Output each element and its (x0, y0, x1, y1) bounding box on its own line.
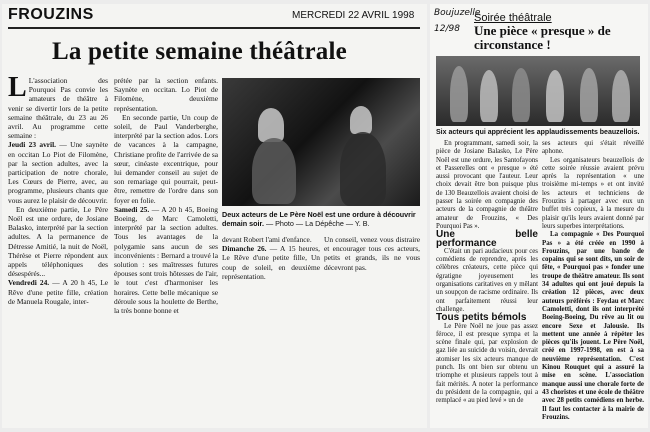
actor-2 (480, 70, 498, 122)
b-column-2-text: ses acteurs qui s'était réveillé aphone. (542, 140, 644, 156)
b-organisateurs-text: Les organisateurs beauzellois de cette soirée réussie avaient prévu après la représentation « une troisième mi-temps » et ont invité les acteurs et techniciens de Frouzins à partager avec eux un buffet très copieux, à la mesure du plaisir qu'ils leurs avaient donné par leurs superbes interprétations. (542, 156, 644, 230)
b-intro-text: En programmant, samedi soir, la pièce de Josiane Balasko, Le Père Noël est une ordure, les Santofayons et Passerelles ont « presque » été aussi provocant que l'auteur. Leur choix devait être bon puisque plus de 130 Beauzellois avaient choisi de passer la soirée en compagnie des acteurs de la compagnie de théâtre amateur de Frouzins, « Des Pourquoi Pas ». (436, 140, 538, 230)
actor-4 (546, 70, 564, 122)
six-actors-photo (436, 56, 640, 126)
actor-figure-2-body (340, 132, 386, 206)
jeudi-text: — Une saynète en occitan Lo Piot de Filomène, par la section adultes, avec la participation de notre chorale, Les Cœurs de Pierre, avec, au programme, plusieurs chants que vous aurez le plaisir de découvrir. (8, 140, 108, 205)
samedi-heading: Samedi 25. (114, 204, 150, 214)
article-column-1 (8, 76, 108, 426)
dimanche-text: — A 15 heures, Le Rêve d'une petite fille, Un coup de soleil, en deuxième représentation. (222, 244, 320, 281)
column-1-intro: L L'association des Pourquoi Pas convie les amateurs de théâtre à venir se divertir lors de la petite semaine théâtrale, du 23 au 26 avril. Au programme cette semaine : (8, 76, 108, 141)
article-column-2 (114, 76, 218, 426)
actor-figure-1 (258, 108, 284, 142)
deuxieme-partie-text: En deuxième partie, Le Père Noël est une ordure, de Josiane Balasko, interprété par la section adultes. A la permanence de Détresse Amitié, la nuit de Noël, Thérèse et Pierre répondent aux appels téléphoniques des désespérés... (8, 204, 108, 279)
actor-5 (580, 68, 598, 122)
b-subheading-bemols: Tous petits bémols (436, 312, 527, 324)
b-performance-text: C'était un pari audacieux pour ces comédiens de reprendre, après les célèbres créateurs, cette pièce qui égratigne joyeusement les organisations caritatives en y mêlant un soupçon de racisme ordinaire. Ils ont parfaitement réussi leur challenge. (436, 247, 538, 313)
intro-text: L'association des Pourquoi Pas convie les amateurs de théâtre à venir se divertir lors de la petite semaine théâtrale, du 23 au 26 avril. Au programme cette semaine : (8, 76, 108, 141)
b-compagnie-text: La compagnie « Des Pourquoi Pas » a été créée en 1990 à Frouzins, par une bande de copains qui se sont dits, un soir de fête, « Pourquoi pas » fonder une troupe de théâtre amateur. Ils sont 34 adultes qui ont joué depuis la création 12 pièces, avec deux auteurs préférés : Feydau et Marc Camoletti, dont ils ont interprété Boeing-Boeing, Du rêve au lit ou encore Sexe et Jalousie. Ils mettent une année à répéter les pièces qu'ils jouent. Le Père Noël, créé en 1997-1998, en est à sa neuvième représentation. C'est Kinou Rouquet qui a assuré la mise en scène. L'association manque aussi une chorale forte de 43 choristes et une école de théâtre avec 28 petits comédiens en herbe. Il faut les contacter à la mairie de Frouzins. (542, 231, 644, 421)
b-bemols-text: Le Père Noël ne joue pas assez féroce, il est presque sympa et la scène finale qui, par explosion de gaz liée au suicide du voisin, devrait atomiser les six acteurs manque de punch. Ils ont bien sur obtenu un triomphe et plusieurs rappels tout à fait mérités. A noter la performance du président de la compagnie, qui a remplacé « au pied levé » un de (436, 322, 538, 405)
article-column-4 (324, 235, 420, 295)
actor-figure-1-body (252, 138, 296, 204)
actors-photo (222, 78, 420, 206)
publication-date: MERCREDI 22 AVRIL 1998 (292, 10, 415, 21)
actor-1 (450, 66, 468, 122)
photo-credit: — Photo — La Dépêche — Y. B. (263, 219, 370, 228)
column-4-text: Un conseil, venez vous distraire et encourager tous ces acteurs, petits et grands, ils ne vous décevront pas. (324, 235, 420, 272)
handwritten-date-note: 12/98 (434, 24, 460, 34)
header-rule (8, 27, 420, 29)
actor-figure-2 (350, 106, 372, 134)
article-b-column-2 (542, 140, 644, 426)
caption-text: Deux acteurs de Le Père Noël est une ordure à découvrir demain soir. (222, 210, 416, 228)
dimanche-heading: Dimanche 26. (222, 244, 267, 254)
vendredi-heading: Vendredi 24. (8, 278, 50, 288)
column-2-text: prétée par la section enfants. Saynète en occitan. Lo Piot de Filomène, deuxième représentation. (114, 76, 218, 113)
jeudi-heading: Jeudi 23 avril. (8, 140, 57, 150)
article-column-3 (222, 235, 320, 295)
section-heading: FROUZINS (8, 6, 94, 23)
actor-6 (612, 70, 630, 122)
samedi-text: — A 20 h 45, Boeing Boeing, de Marc Camoletti, interprété par la section adultes. Tous les avantages de la polygamie sans aucun de ses inconvénients : Bernard a trouvé la solution : ses maîtresses futures épouses sont trois hôtesses de l'air, le tout c'est d'harmoniser les horaires. Cette belle mécanique se déroule sous la houlette de Berthe, la très bonne bonne et (114, 204, 218, 316)
article-b-column-1 (436, 140, 538, 426)
column-3-text: devant Robert l'ami d'enfance. (222, 235, 312, 244)
seconde-partie-text: En seconde partie, Un coup de soleil, de Paul Vanderberghe, interprété par la section ados. Lors de vacances à la campagne, Christiane profite de l'arrivée de sa sœur, cinéaste excentrique, pour lui demander conseil au sujet de son remariage qui pourrait, peut-être, remettre de l'ordre dans son foyer en folie. (114, 112, 218, 205)
b-subheading-performance: Une belle performance (436, 229, 538, 249)
rubric-heading: Soirée théâtrale (474, 12, 552, 24)
vendredi-text: — A 20 h 45, Le Rêve d'une petite fille, création de Manuela Rougale, inter- (8, 278, 108, 306)
article-b-headline: Une pièce « presque » de circonstance ! (474, 23, 611, 52)
actor-3 (512, 68, 530, 122)
article-headline: La petite semaine théâtrale (52, 38, 347, 65)
handwritten-town-note: Boujuzelle (434, 8, 481, 18)
photo-caption-a (222, 210, 420, 228)
photo-caption-b: Six acteurs qui apprécient les applaudissements beauzellois. (436, 129, 640, 136)
